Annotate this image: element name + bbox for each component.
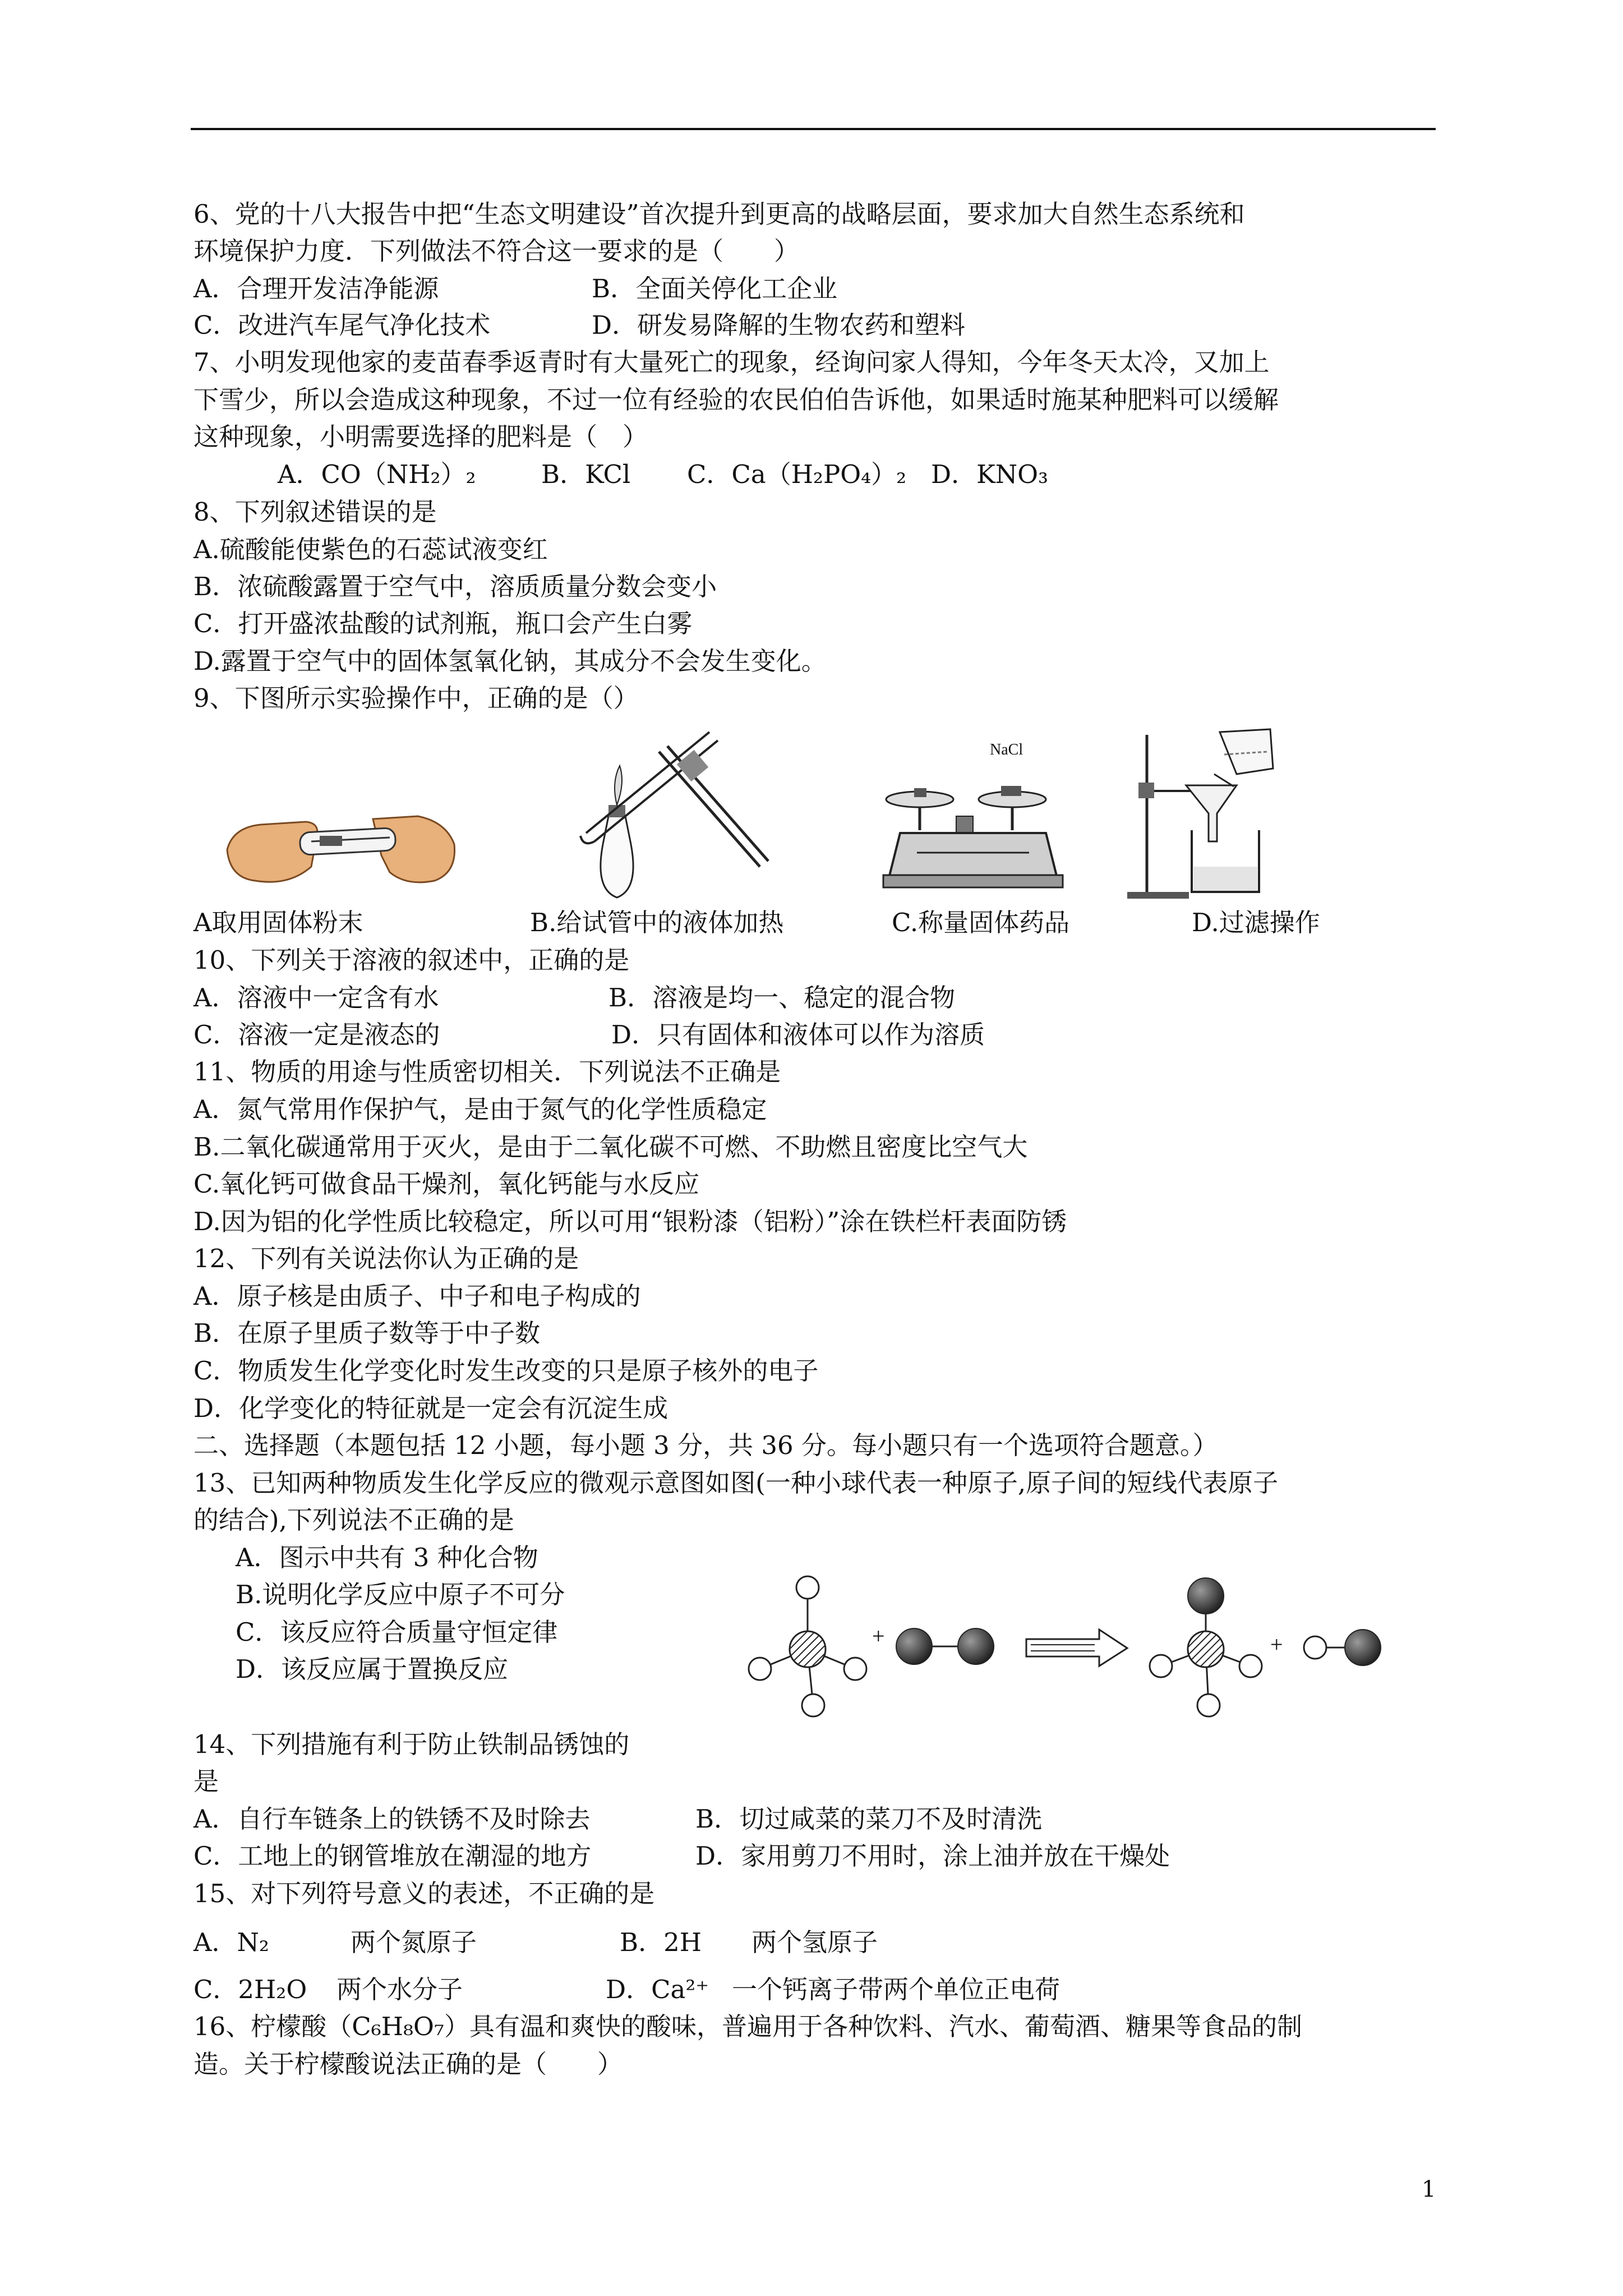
- filtration-figure: [1124, 724, 1315, 903]
- heating-test-tube-figure: [541, 721, 777, 906]
- q11-option-a: A．氮气常用作保护气，是由于氮气的化学性质稳定: [193, 1094, 767, 1124]
- q7-option-d: D．KNO₃: [931, 459, 1049, 489]
- q9-option-d: D.过滤操作: [1192, 908, 1320, 937]
- q6-option-d: D．研发易降解的生物农药和塑料: [592, 310, 966, 340]
- q15-option-c-symbol: C．2H₂O: [193, 1975, 307, 2004]
- q8-option-d: D.露置于空气中的固体氢氧化钠，其成分不会发生变化。: [193, 646, 827, 676]
- powder-test-tube-figure: [222, 788, 468, 895]
- page-number: 1: [1422, 2177, 1436, 2202]
- balance-weighing-figure: [866, 732, 1080, 895]
- q11-option-c: C.氧化钙可做食品干燥剂，氧化钙能与水反应: [193, 1169, 700, 1199]
- q10-option-d: D．只有固体和液体可以作为溶质: [611, 1020, 985, 1050]
- q8-stem: 8、下列叙述错误的是: [193, 497, 437, 527]
- q10-stem: 10、下列关于溶液的叙述中，正确的是: [193, 945, 630, 975]
- q12-stem: 12、下列有关说法你认为正确的是: [193, 1244, 579, 1273]
- product-molecule-1: [1150, 1578, 1262, 1717]
- q14-stem-line1: 14、下列措施有利于防止铁制品锈蚀的: [193, 1729, 630, 1759]
- q9-option-a: A取用固体粉末: [193, 908, 363, 937]
- header-rule: [191, 128, 1436, 130]
- q16-stem-line2: 造。关于柠檬酸说法正确的是（ ）: [193, 2049, 623, 2079]
- q8-option-b: B．浓硫酸露置于空气中，溶质质量分数会变小: [193, 572, 717, 601]
- q15-option-c-meaning: 两个水分子: [336, 1975, 463, 2004]
- q15-option-d-symbol: D．Ca²⁺: [606, 1975, 709, 2004]
- q9-stem: 9、下图所示实验操作中，正确的是（）: [193, 683, 639, 713]
- q8-option-c: C．打开盛浓盐酸的试剂瓶，瓶口会产生白雾: [193, 609, 693, 638]
- q7-option-a: A．CO（NH₂）₂: [278, 459, 476, 489]
- reaction-micro-diagram: [740, 1571, 1396, 1722]
- q11-option-b: B.二氧化碳通常用于灭火，是由于二氧化碳不可燃、不助燃且密度比空气大: [193, 1132, 1028, 1162]
- q15-option-b-meaning: 两个氢原子: [751, 1927, 878, 1957]
- reactant-molecule-2: [896, 1628, 994, 1664]
- q7-stem-line3: 这种现象，小明需要选择的肥料是（ ）: [193, 422, 648, 452]
- q15-option-b-symbol: B．2H: [620, 1927, 702, 1957]
- q10-option-b: B．溶液是均一、稳定的混合物: [608, 983, 956, 1013]
- nacl-label: NaCl: [990, 741, 1023, 758]
- q15-option-d-meaning: 一个钙离子带两个单位正电荷: [732, 1975, 1061, 2004]
- q9-figures: [193, 721, 1438, 906]
- q15-option-a-meaning: 两个氮原子: [351, 1927, 477, 1957]
- q6-stem-line1: 6、党的十八大报告中把“生态文明建设”首次提升到更高的战略层面，要求加大自然生态系统和: [193, 199, 1245, 229]
- q12-option-b: B．在原子里质子数等于中子数: [193, 1318, 541, 1348]
- q14-option-a: A．自行车链条上的铁锈不及时除去: [193, 1804, 591, 1834]
- q12-option-d: D．化学变化的特征就是一定会有沉淀生成: [193, 1393, 668, 1423]
- plus-sign-1: +: [872, 1623, 885, 1649]
- q13-option-d: D．该反应属于置换反应: [236, 1654, 509, 1684]
- q9-option-b: B.给试管中的液体加热: [530, 908, 784, 937]
- q15-option-a-symbol: A．N₂: [193, 1927, 269, 1957]
- q7-stem-line2: 下雪少，所以会造成这种现象，不过一位有经验的农民伯伯告诉他，如果适时施某种肥料可以缓解: [193, 385, 1279, 415]
- q13-stem-line1: 13、已知两种物质发生化学反应的微观示意图如图(一种小球代表一种原子,原子间的短线代表原子: [193, 1468, 1279, 1498]
- q13-stem-line2: 的结合),下列说法不正确的是: [193, 1505, 514, 1535]
- q11-option-d: D.因为铝的化学性质比较稳定，所以可用“银粉漆（铝粉）”涂在铁栏杆表面防锈: [193, 1207, 1067, 1236]
- q13-option-c: C．该反应符合质量守恒定律: [236, 1617, 558, 1647]
- q16-stem-line1: 16、柠檬酸（C₆H₈O₇）具有温和爽快的酸味，普遍用于各种饮料、汽水、葡萄酒、糖果等食品的制: [193, 2012, 1302, 2041]
- q10-option-c: C．溶液一定是液态的: [193, 1020, 440, 1050]
- q6-option-b: B．全面关停化工企业: [592, 274, 838, 303]
- q6-stem-line2: 环境保护力度．下列做法不符合这一要求的是（ ）: [193, 236, 800, 266]
- reaction-arrow: [1026, 1630, 1127, 1666]
- q6-option-a: A．合理开发洁净能源: [193, 274, 439, 303]
- q6-option-c: C．改进汽车尾气净化技术: [193, 310, 491, 340]
- section-2-heading: 二、选择题（本题包括 12 小题，每小题 3 分，共 36 分。每小题只有一个选项符合题意。）: [193, 1430, 1218, 1460]
- q12-option-a: A．原子核是由质子、中子和电子构成的: [193, 1281, 641, 1311]
- q14-stem-line2: 是: [193, 1766, 219, 1796]
- plus-sign-2: +: [1270, 1632, 1283, 1657]
- q7-option-c: C．Ca（H₂PO₄）₂: [687, 459, 907, 489]
- reactant-molecule-1: [749, 1576, 866, 1717]
- q11-stem: 11、物质的用途与性质密切相关．下列说法不正确是: [193, 1057, 781, 1087]
- q14-option-b: B．切过咸菜的菜刀不及时清洗: [695, 1804, 1043, 1834]
- q14-option-c: C．工地上的钢管堆放在潮湿的地方: [193, 1841, 592, 1871]
- q8-option-a: A.硫酸能使紫色的石蕊试液变红: [193, 535, 548, 564]
- q7-stem-line1: 7、小明发现他家的麦苗春季返青时有大量死亡的现象，经询问家人得知，今年冬天太冷，又加上: [193, 347, 1270, 377]
- q13-option-b: B.说明化学反应中原子不可分: [236, 1580, 565, 1609]
- q15-stem: 15、对下列符号意义的表述，不正确的是: [193, 1879, 655, 1908]
- q10-option-a: A．溶液中一定含有水: [193, 983, 439, 1013]
- q9-option-c: C.称量固体药品: [892, 908, 1070, 937]
- q13-option-a: A．图示中共有 3 种化合物: [236, 1543, 538, 1572]
- q14-option-d: D．家用剪刀不用时，涂上油并放在干燥处: [695, 1841, 1170, 1871]
- product-molecule-2: [1304, 1630, 1381, 1665]
- q12-option-c: C．物质发生化学变化时发生改变的只是原子核外的电子: [193, 1356, 819, 1386]
- q7-option-b: B．KCl: [541, 459, 631, 489]
